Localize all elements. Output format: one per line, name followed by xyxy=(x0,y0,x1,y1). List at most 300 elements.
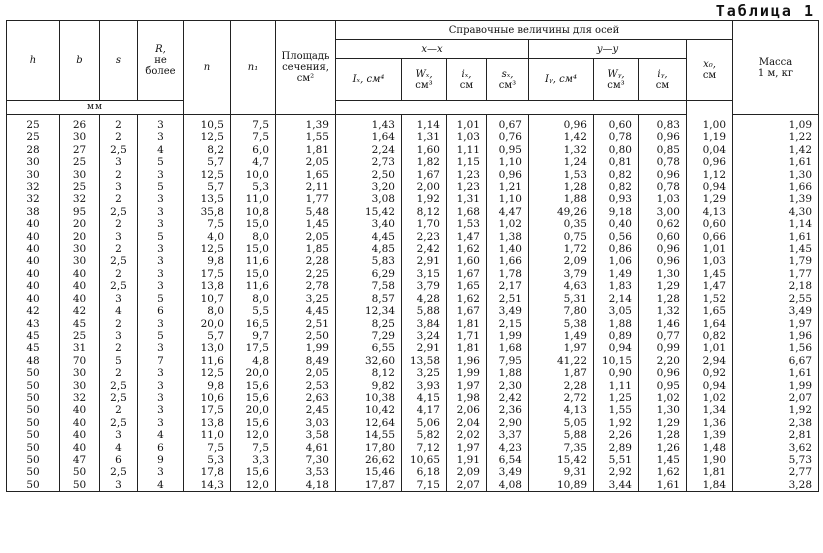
table-cell: 4 xyxy=(138,429,184,441)
col-area-line1: Площадь xyxy=(281,51,330,62)
table-cell: 0,94 xyxy=(687,380,733,392)
table-row xyxy=(7,280,819,292)
table-cell: 2 xyxy=(100,115,138,132)
table-cell: 0,96 xyxy=(639,169,687,181)
table-cell: 1,71 xyxy=(447,330,487,342)
table-cell: 50 xyxy=(7,442,60,454)
col-iy-radius xyxy=(639,59,687,101)
table-cell: 49,26 xyxy=(529,206,594,218)
table-cell: 2,09 xyxy=(447,466,487,478)
data-table xyxy=(6,20,819,492)
table-cell: 0,82 xyxy=(687,330,733,342)
table-cell: 7,29 xyxy=(336,330,402,342)
table-cell: 50 xyxy=(7,417,60,429)
table-cell: 2,17 xyxy=(487,280,529,292)
table-cell: 5,05 xyxy=(529,417,594,429)
table-cell: 20,0 xyxy=(231,404,276,416)
table-cell: 10,8 xyxy=(231,206,276,218)
table-cell: 16,5 xyxy=(231,318,276,330)
table-cell: 3,49 xyxy=(487,466,529,478)
table-cell: 2,45 xyxy=(276,404,336,416)
table-cell: 10,42 xyxy=(336,404,402,416)
table-cell: 0,96 xyxy=(639,367,687,379)
table-cell: 30 xyxy=(60,367,100,379)
table-cell: 1,62 xyxy=(639,466,687,478)
table-cell: 0,94 xyxy=(594,342,639,354)
table-cell: 1,42 xyxy=(529,131,594,143)
table-cell: 0,75 xyxy=(529,231,594,243)
col-area-line2: сечения, xyxy=(282,62,329,73)
table-cell: 5 xyxy=(138,156,184,168)
table-cell: 3 xyxy=(138,417,184,429)
table-cell: 3,79 xyxy=(529,268,594,280)
table-cell: 3,40 xyxy=(336,218,402,230)
table-cell: 12,0 xyxy=(231,479,276,492)
table-row xyxy=(7,255,819,267)
table-cell: 11,0 xyxy=(184,429,231,441)
table-cell: 30 xyxy=(60,131,100,143)
table-cell: 9,18 xyxy=(594,206,639,218)
table-row xyxy=(7,193,819,205)
table-cell: 3 xyxy=(100,181,138,193)
table-cell: 3 xyxy=(100,156,138,168)
table-cell: 4,0 xyxy=(184,231,231,243)
table-cell: 1,78 xyxy=(487,268,529,280)
table-cell: 2 xyxy=(100,318,138,330)
table-row xyxy=(7,268,819,280)
table-cell: 1,72 xyxy=(529,243,594,255)
table-cell: 50 xyxy=(7,404,60,416)
table-cell: 2,15 xyxy=(487,318,529,330)
table-cell: 2,09 xyxy=(529,255,594,267)
col-mass-line1: Масса xyxy=(758,56,793,68)
table-cell: 3 xyxy=(138,367,184,379)
table-cell: 3 xyxy=(100,330,138,342)
col-area-line3: см² xyxy=(296,73,315,84)
table-row xyxy=(7,305,819,317)
table-cell: 10,6 xyxy=(184,392,231,404)
table-cell: 1,77 xyxy=(733,268,819,280)
table-cell: 1,96 xyxy=(447,355,487,367)
table-cell: 2,92 xyxy=(594,466,639,478)
table-cell: 1,28 xyxy=(529,181,594,193)
table-cell: 0,96 xyxy=(639,131,687,143)
col-x0-line2: см xyxy=(702,70,717,81)
table-cell: 2,5 xyxy=(100,255,138,267)
table-cell: 1,47 xyxy=(687,280,733,292)
table-cell: 1,97 xyxy=(529,342,594,354)
table-cell: 5,3 xyxy=(184,454,231,466)
table-cell: 40 xyxy=(7,231,60,243)
table-cell: 3,03 xyxy=(276,417,336,429)
table-cell: 0,89 xyxy=(594,330,639,342)
table-cell: 3,28 xyxy=(733,479,819,492)
table-cell: 4,61 xyxy=(276,442,336,454)
table-cell: 3,20 xyxy=(336,181,402,193)
col-r-line1: R, xyxy=(155,44,166,55)
table-cell: 50 xyxy=(7,466,60,478)
table-cell: 15,0 xyxy=(231,268,276,280)
table-cell: 1,81 xyxy=(447,342,487,354)
table-cell: 8,0 xyxy=(231,231,276,243)
table-cell: 5,48 xyxy=(276,206,336,218)
col-wy xyxy=(594,59,639,101)
table-cell: 1,81 xyxy=(276,144,336,156)
table-cell: 17,5 xyxy=(231,342,276,354)
table-cell: 15,6 xyxy=(231,466,276,478)
col-iy-radius-line2: см xyxy=(655,79,670,91)
table-cell: 1,09 xyxy=(733,115,819,132)
table-cell: 1,84 xyxy=(687,479,733,492)
table-cell: 4,28 xyxy=(402,293,447,305)
table-cell: 8,12 xyxy=(336,367,402,379)
table-row xyxy=(7,367,819,379)
table-body xyxy=(7,115,819,492)
table-cell: 12,34 xyxy=(336,305,402,317)
table-cell: 45 xyxy=(7,330,60,342)
table-cell: 2,30 xyxy=(487,380,529,392)
table-cell: 1,83 xyxy=(594,280,639,292)
table-cell: 2,07 xyxy=(733,392,819,404)
table-cell: 12,5 xyxy=(184,169,231,181)
table-cell: 30 xyxy=(7,169,60,181)
table-cell: 4,13 xyxy=(687,206,733,218)
table-cell: 1,01 xyxy=(687,342,733,354)
table-cell: 1,61 xyxy=(639,479,687,492)
col-wx-line1: Wₓ, xyxy=(415,68,433,80)
table-cell: 1,14 xyxy=(402,115,447,132)
table-cell: 3 xyxy=(138,115,184,132)
table-row xyxy=(7,144,819,156)
table-cell: 2,78 xyxy=(276,280,336,292)
table-cell: 1,32 xyxy=(529,144,594,156)
table-cell: 6 xyxy=(138,305,184,317)
table-cell: 4,18 xyxy=(276,479,336,492)
table-cell: 2,5 xyxy=(100,280,138,292)
table-cell: 13,5 xyxy=(184,193,231,205)
col-ix-radius xyxy=(447,59,487,101)
table-cell: 30 xyxy=(60,255,100,267)
table-cell: 43 xyxy=(7,318,60,330)
table-cell: 1,11 xyxy=(447,144,487,156)
table-cell: 40 xyxy=(7,268,60,280)
table-cell: 1,39 xyxy=(276,115,336,132)
table-cell: 17,5 xyxy=(184,268,231,280)
table-cell: 32 xyxy=(7,193,60,205)
col-r-line2: не xyxy=(154,55,167,66)
table-cell: 11,6 xyxy=(231,255,276,267)
table-cell: 3 xyxy=(138,466,184,478)
table-cell: 1,40 xyxy=(487,243,529,255)
table-cell: 9 xyxy=(138,454,184,466)
table-cell: 0,85 xyxy=(639,144,687,156)
table-cell: 17,8 xyxy=(184,466,231,478)
table-cell: 1,19 xyxy=(687,131,733,143)
table-cell: 1,53 xyxy=(447,218,487,230)
col-r-line3: более xyxy=(145,66,176,77)
table-cell: 1,39 xyxy=(733,193,819,205)
table-cell: 1,30 xyxy=(639,268,687,280)
table-cell: 32 xyxy=(60,392,100,404)
table-cell: 4,63 xyxy=(529,280,594,292)
table-cell: 2,06 xyxy=(447,404,487,416)
table-cell: 4,13 xyxy=(529,404,594,416)
table-cell: 2,02 xyxy=(447,429,487,441)
table-cell: 3,25 xyxy=(276,293,336,305)
col-ix-moment: Iₓ, см⁴ xyxy=(336,59,402,101)
col-sx-line2: см³ xyxy=(498,79,517,91)
table-row xyxy=(7,392,819,404)
table-cell: 25 xyxy=(60,181,100,193)
table-cell: 1,85 xyxy=(276,243,336,255)
table-cell: 1,21 xyxy=(487,181,529,193)
col-wx xyxy=(402,59,447,101)
table-cell: 2,28 xyxy=(529,380,594,392)
table-cell: 7,5 xyxy=(184,442,231,454)
table-cell: 1,49 xyxy=(529,330,594,342)
table-cell: 4 xyxy=(138,144,184,156)
table-cell: 15,42 xyxy=(336,206,402,218)
table-cell: 0,96 xyxy=(687,156,733,168)
table-cell: 38 xyxy=(7,206,60,218)
table-cell: 4,45 xyxy=(336,231,402,243)
table-cell: 0,94 xyxy=(687,181,733,193)
table-cell: 5 xyxy=(138,330,184,342)
table-cell: 2,91 xyxy=(402,342,447,354)
table-cell: 5 xyxy=(138,293,184,305)
table-cell: 2 xyxy=(100,193,138,205)
table-cell: 6,67 xyxy=(733,355,819,367)
table-cell: 1,91 xyxy=(447,454,487,466)
table-cell: 8,12 xyxy=(402,206,447,218)
table-cell: 2,72 xyxy=(529,392,594,404)
table-cell: 3 xyxy=(100,293,138,305)
table-cell: 30 xyxy=(60,243,100,255)
table-cell: 50 xyxy=(7,429,60,441)
table-cell: 1,92 xyxy=(733,404,819,416)
table-cell: 14,55 xyxy=(336,429,402,441)
table-cell: 5,7 xyxy=(184,156,231,168)
table-cell: 3 xyxy=(138,218,184,230)
table-cell: 40 xyxy=(60,417,100,429)
table-cell: 2,42 xyxy=(402,243,447,255)
table-cell: 2,25 xyxy=(276,268,336,280)
table-cell: 2 xyxy=(100,243,138,255)
table-cell: 2,24 xyxy=(336,144,402,156)
table-cell: 6,55 xyxy=(336,342,402,354)
table-cell: 5,82 xyxy=(402,429,447,441)
table-cell: 0,93 xyxy=(594,193,639,205)
table-cell: 1,02 xyxy=(487,218,529,230)
table-cell: 2,23 xyxy=(402,231,447,243)
table-cell: 2,00 xyxy=(402,181,447,193)
table-cell: 1,52 xyxy=(687,293,733,305)
table-cell: 7,5 xyxy=(231,442,276,454)
table-cell: 2 xyxy=(100,131,138,143)
table-cell: 1,60 xyxy=(447,255,487,267)
table-row xyxy=(7,181,819,193)
table-cell: 4,23 xyxy=(487,442,529,454)
units-label: мм xyxy=(7,101,184,115)
table-cell: 1,99 xyxy=(733,380,819,392)
table-cell: 15,42 xyxy=(529,454,594,466)
table-cell: 1,96 xyxy=(733,330,819,342)
col-x0-line1: x₀, xyxy=(703,59,716,70)
table-cell: 3 xyxy=(138,404,184,416)
table-cell: 40 xyxy=(7,280,60,292)
table-cell: 1,99 xyxy=(487,330,529,342)
table-row xyxy=(7,342,819,354)
table-cell: 20,0 xyxy=(184,318,231,330)
table-cell: 0,83 xyxy=(639,115,687,132)
table-cell: 4,17 xyxy=(402,404,447,416)
table-cell: 5 xyxy=(138,181,184,193)
table-cell: 3 xyxy=(138,193,184,205)
table-row xyxy=(7,206,819,218)
table-cell: 1,61 xyxy=(733,231,819,243)
table-cell: 2,04 xyxy=(447,417,487,429)
table-cell: 2 xyxy=(100,218,138,230)
table-cell: 0,95 xyxy=(639,380,687,392)
table-row xyxy=(7,318,819,330)
table-cell: 1,06 xyxy=(594,255,639,267)
table-cell: 12,5 xyxy=(184,243,231,255)
table-cell: 1,01 xyxy=(447,115,487,132)
table-cell: 2,94 xyxy=(687,355,733,367)
table-cell: 3,05 xyxy=(594,305,639,317)
table-cell: 2,5 xyxy=(100,144,138,156)
table-cell: 3,58 xyxy=(276,429,336,441)
table-cell: 1,97 xyxy=(447,380,487,392)
table-cell: 31 xyxy=(60,342,100,354)
table-cell: 2,81 xyxy=(733,429,819,441)
table-cell: 17,80 xyxy=(336,442,402,454)
table-cell: 42 xyxy=(60,305,100,317)
col-x0 xyxy=(687,40,733,101)
table-cell: 40 xyxy=(7,243,60,255)
table-cell: 50 xyxy=(60,479,100,492)
table-cell: 13,8 xyxy=(184,280,231,292)
table-cell: 10,15 xyxy=(594,355,639,367)
table-cell: 0,56 xyxy=(594,231,639,243)
table-cell: 1,23 xyxy=(447,169,487,181)
table-cell: 1,77 xyxy=(276,193,336,205)
table-cell: 40 xyxy=(7,255,60,267)
table-row xyxy=(7,243,819,255)
table-cell: 1,62 xyxy=(447,293,487,305)
table-cell: 5,06 xyxy=(402,417,447,429)
table-cell: 1,56 xyxy=(733,342,819,354)
table-cell: 2,5 xyxy=(100,380,138,392)
table-cell: 2,11 xyxy=(276,181,336,193)
table-cell: 7,30 xyxy=(276,454,336,466)
table-cell: 9,8 xyxy=(184,255,231,267)
table-cell: 2,5 xyxy=(100,466,138,478)
table-cell: 1,10 xyxy=(487,156,529,168)
table-cell: 5 xyxy=(100,355,138,367)
table-cell: 1,39 xyxy=(687,429,733,441)
table-cell: 20 xyxy=(60,218,100,230)
table-cell: 2 xyxy=(100,268,138,280)
table-cell: 5,88 xyxy=(402,305,447,317)
table-row xyxy=(7,454,819,466)
table-cell: 2,28 xyxy=(276,255,336,267)
table-cell: 3,93 xyxy=(402,380,447,392)
table-cell: 2,05 xyxy=(276,231,336,243)
table-cell: 6 xyxy=(138,442,184,454)
table-cell: 0,81 xyxy=(594,156,639,168)
table-cell: 5,5 xyxy=(231,305,276,317)
table-cell: 1,25 xyxy=(594,392,639,404)
table-cell: 2,5 xyxy=(100,206,138,218)
table-cell: 1,61 xyxy=(733,367,819,379)
table-cell: 26,62 xyxy=(336,454,402,466)
table-cell: 1,45 xyxy=(639,454,687,466)
table-cell: 1,88 xyxy=(594,318,639,330)
table-cell: 1,87 xyxy=(529,367,594,379)
table-cell: 0,82 xyxy=(594,181,639,193)
col-mass-line2: 1 м, кг xyxy=(757,67,794,79)
table-cell: 1,65 xyxy=(687,305,733,317)
table-cell: 1,81 xyxy=(447,318,487,330)
table-cell: 7 xyxy=(138,355,184,367)
table-cell: 7,12 xyxy=(402,442,447,454)
table-cell: 12,0 xyxy=(231,429,276,441)
table-cell: 3 xyxy=(138,255,184,267)
table-cell: 1,66 xyxy=(487,255,529,267)
table-cell: 1,22 xyxy=(733,131,819,143)
table-cell: 0,92 xyxy=(687,367,733,379)
table-cell: 30 xyxy=(7,156,60,168)
table-cell: 0,77 xyxy=(639,330,687,342)
table-cell: 5,3 xyxy=(231,181,276,193)
axis-yy-header: y—y xyxy=(529,40,687,59)
table-cell: 3 xyxy=(138,392,184,404)
table-cell: 50 xyxy=(60,466,100,478)
table-cell: 7,5 xyxy=(231,131,276,143)
table-cell: 50 xyxy=(7,479,60,492)
table-cell: 1,02 xyxy=(687,392,733,404)
table-cell: 1,36 xyxy=(687,417,733,429)
table-cell: 1,53 xyxy=(529,169,594,181)
table-cell: 1,88 xyxy=(529,193,594,205)
col-wy-line1: Wᵧ, xyxy=(607,68,625,80)
table-cell: 40 xyxy=(60,280,100,292)
table-cell: 40 xyxy=(60,404,100,416)
table-cell: 32 xyxy=(7,181,60,193)
table-cell: 2,77 xyxy=(733,466,819,478)
table-cell: 20 xyxy=(60,231,100,243)
table-cell: 2,07 xyxy=(447,479,487,492)
table-cell: 50 xyxy=(7,392,60,404)
table-cell: 5 xyxy=(138,231,184,243)
table-cell: 1,60 xyxy=(402,144,447,156)
table-cell: 1,42 xyxy=(733,144,819,156)
table-cell: 2,05 xyxy=(276,156,336,168)
table-row xyxy=(7,355,819,367)
table-cell: 14,3 xyxy=(184,479,231,492)
table-cell: 1,29 xyxy=(687,193,733,205)
table-cell: 25 xyxy=(7,115,60,132)
table-cell: 1,67 xyxy=(447,268,487,280)
table-cell: 1,23 xyxy=(447,181,487,193)
col-area xyxy=(276,21,336,115)
table-cell: 2,5 xyxy=(100,392,138,404)
table-cell: 3,62 xyxy=(733,442,819,454)
table-cell: 1,14 xyxy=(733,218,819,230)
table-cell: 40 xyxy=(60,442,100,454)
table-cell: 1,92 xyxy=(402,193,447,205)
